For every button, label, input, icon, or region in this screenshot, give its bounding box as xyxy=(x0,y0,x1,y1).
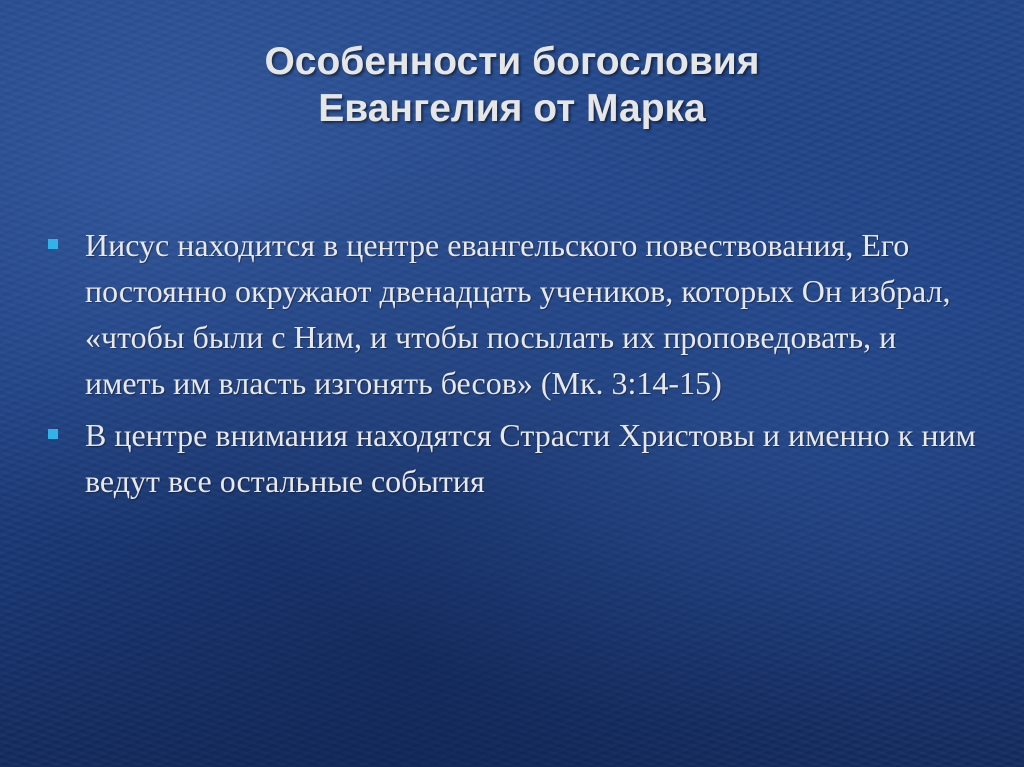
square-bullet-icon xyxy=(48,429,58,439)
bullet-list xyxy=(48,222,978,510)
bullet-text-1: Иисус находится в центре евангельского повествования, Его постоянно окружают двенадцать учеников, которых Он избрал, «чтобы были с Ним, и чтобы посылать их проповедовать, и иметь им власть изгонять бесов» (Мк. 3:14-15) xyxy=(85,227,951,401)
title-line-1: Особенности богословия xyxy=(264,40,760,83)
slide-title xyxy=(0,38,1024,132)
bullet-item-1 xyxy=(48,222,978,406)
title-line-2: Евангелия от Марка xyxy=(318,87,706,130)
square-bullet-icon xyxy=(48,239,58,249)
bullet-text-2: В центре внимания находятся Страсти Христовы и именно к ним ведут все остальные события xyxy=(85,417,976,499)
bullet-item-2 xyxy=(48,412,978,504)
